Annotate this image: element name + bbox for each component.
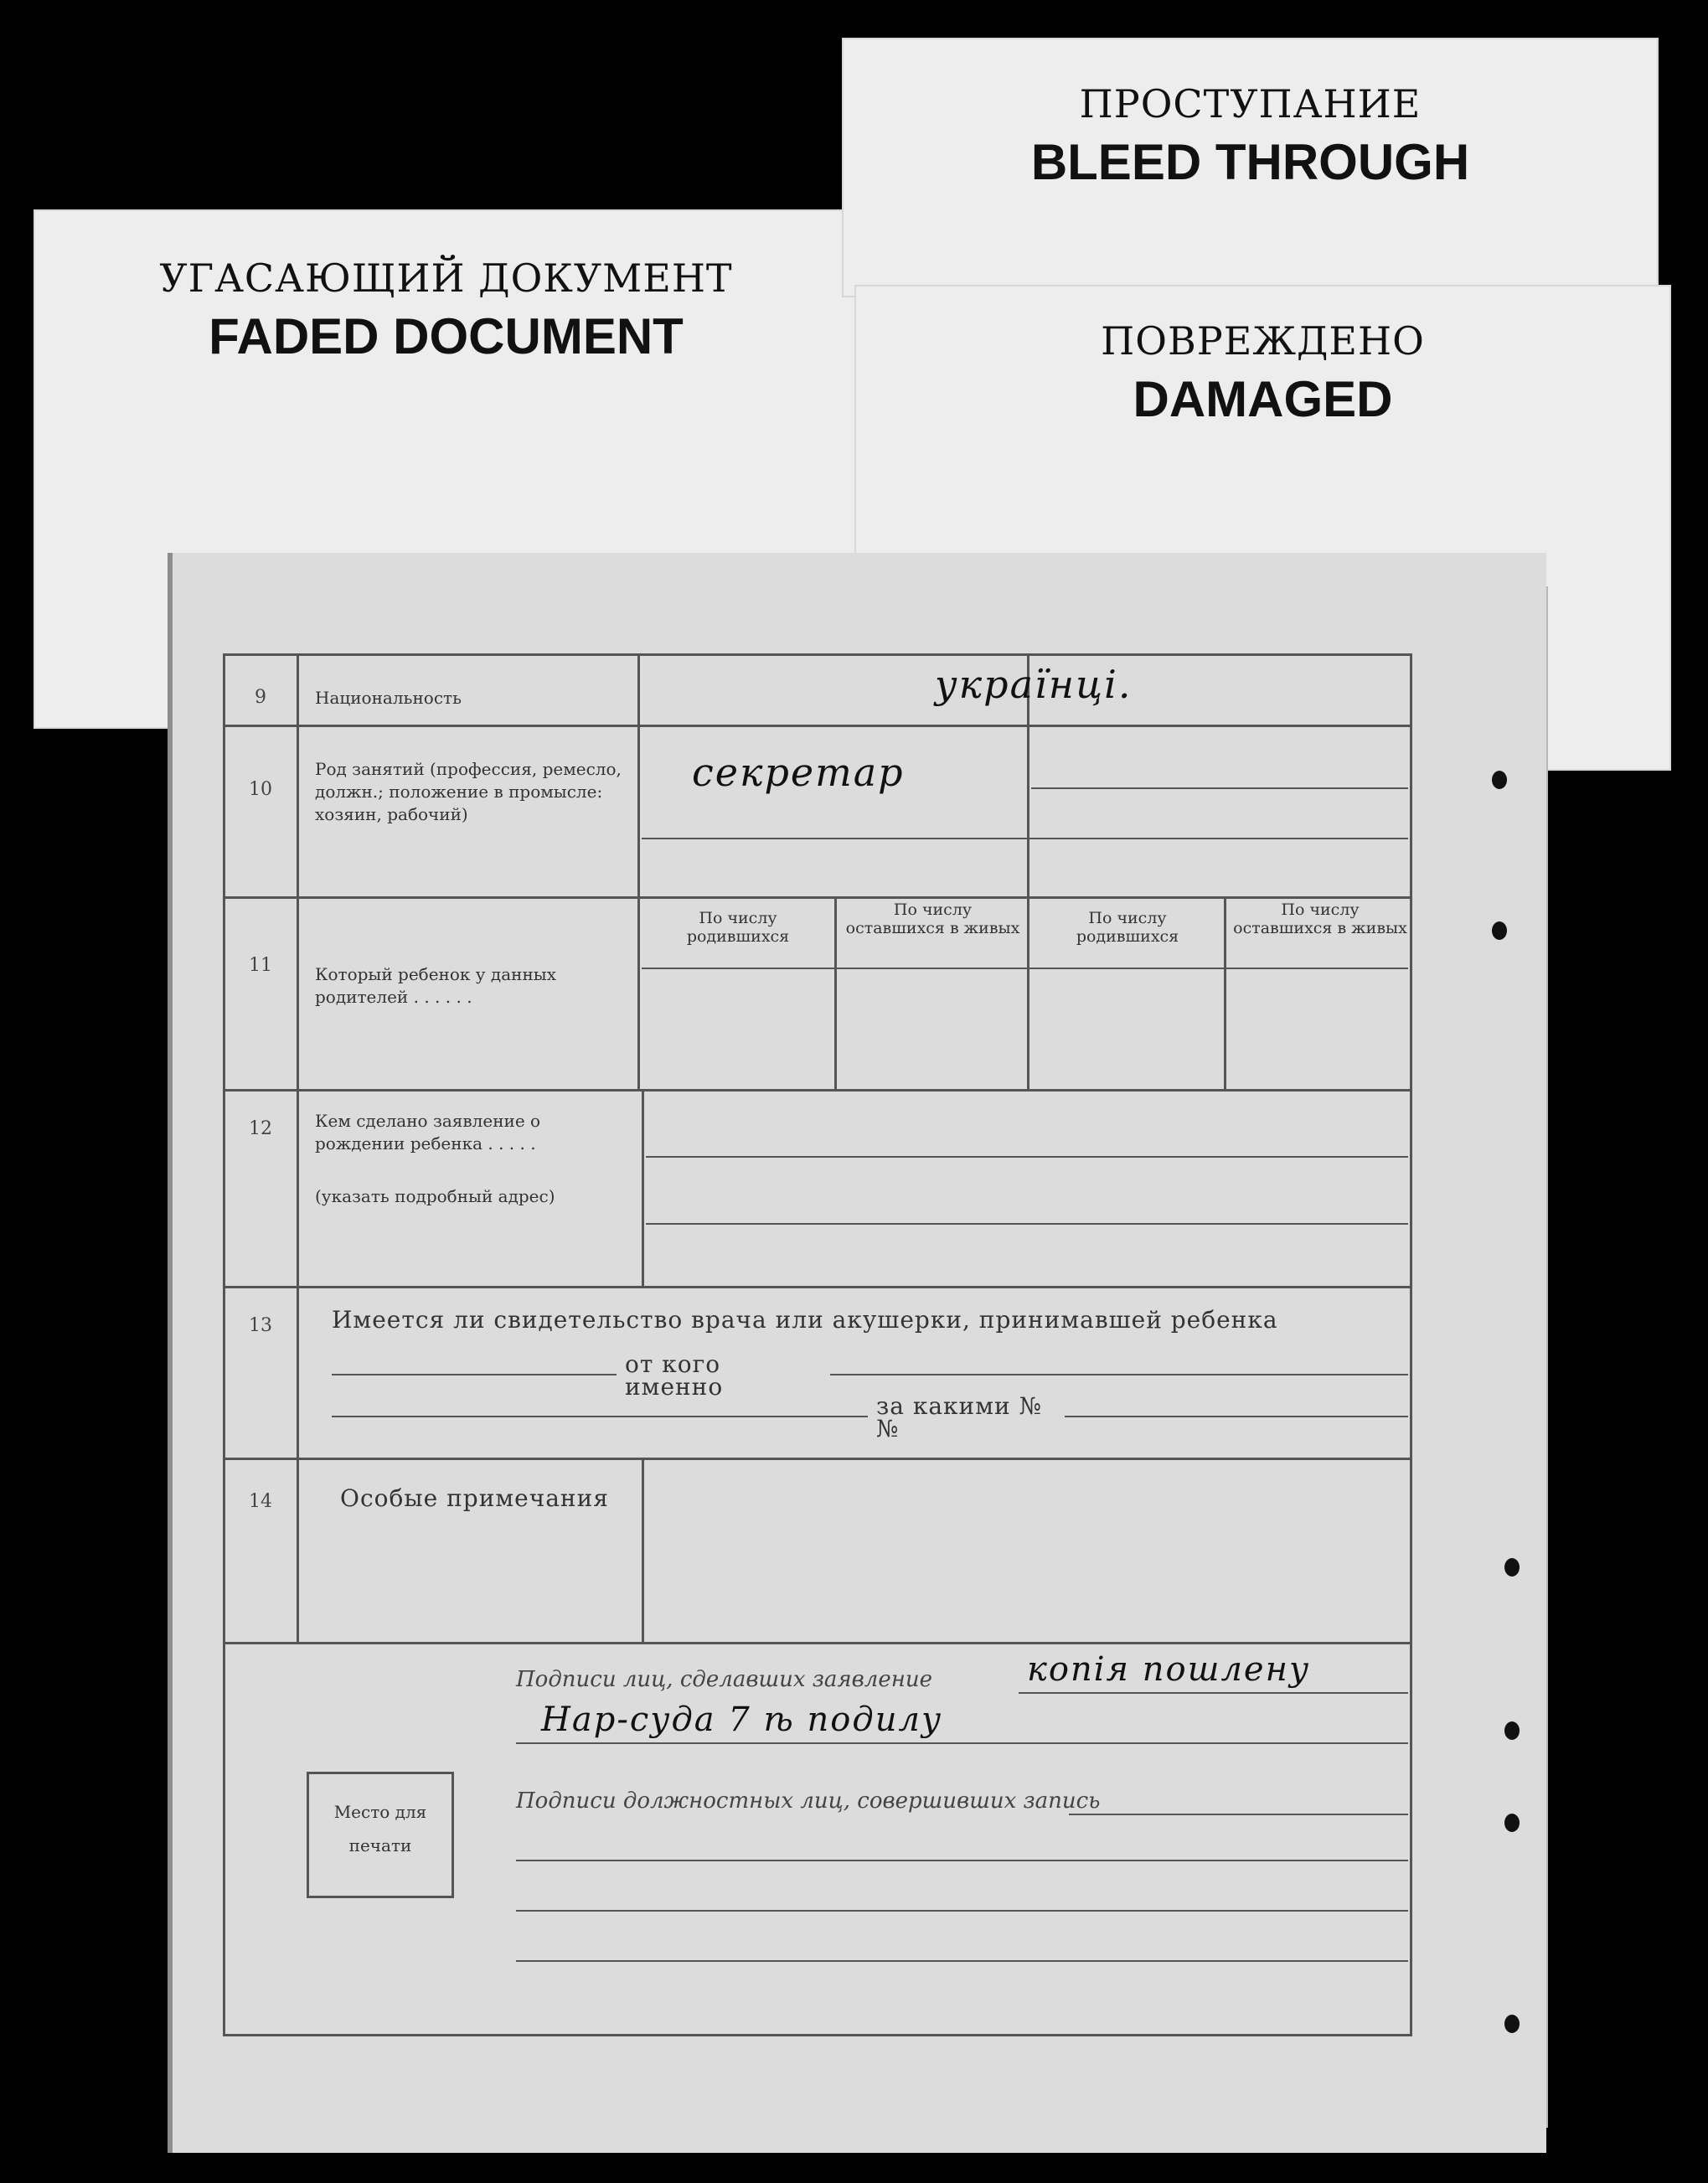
row-14-label: Особые примечания: [340, 1484, 609, 1512]
row-9-bottom-line: [223, 725, 1412, 727]
applicant-signature-line-2: [516, 1742, 1408, 1744]
form-bottom-border: [223, 2034, 1412, 2036]
bleed-through-card: [842, 38, 1659, 297]
row-13-from-whom: от кого именно: [625, 1350, 724, 1401]
row-11-col1-header: По числу родившихся: [686, 909, 790, 946]
damaged-card-english-label: DAMAGED: [1133, 371, 1393, 427]
row-13-numbers: за какими №№: [876, 1392, 1043, 1442]
row-11-col2-header: По числу оставшихся в живых: [845, 901, 1020, 937]
row-12-fill-line-1: [646, 1156, 1408, 1158]
row-13-fill-line-1: [332, 1374, 617, 1375]
row-12-address-note: (указать подробный адрес): [315, 1186, 555, 1206]
official-signature-line-4: [516, 1960, 1408, 1962]
row-11-col4-header: По числу оставшихся в живых: [1233, 901, 1407, 937]
punch-hole: [1504, 1814, 1520, 1832]
row-9-number: 9: [255, 687, 266, 708]
row-13-fill-line-3: [332, 1416, 868, 1417]
punch-hole: [1492, 921, 1507, 940]
number-column-divider: [297, 653, 299, 1642]
form-top-border: [223, 653, 1412, 656]
row-12-fill-line-2: [646, 1223, 1408, 1225]
applicant-signatures-caption: Подписи лиц, сделавших заявление: [516, 1667, 932, 1692]
official-signatures-caption: Подписи должностных лиц, совершивших запись: [516, 1788, 1101, 1814]
faded-card-russian-label: УГАСАЮЩИЙ ДОКУМЕНТ: [159, 255, 733, 301]
punch-hole: [1504, 2015, 1520, 2033]
row-12-label: Кем сделано заявление о рождении ребенка . . . . .: [315, 1111, 541, 1153]
row-12-divider: [642, 1089, 644, 1286]
row-14-bottom-line: [223, 1642, 1412, 1644]
applicant-signature-line-1: [1019, 1692, 1408, 1694]
row-12-bottom-line: [223, 1286, 1412, 1288]
bleed-card-english-label: BLEED THROUGH: [1030, 134, 1470, 190]
bleed-card-russian-label: ПРОСТУПАНИЕ: [1079, 81, 1422, 126]
row-10-number: 10: [249, 779, 272, 800]
row-11-divider-b: [1224, 896, 1226, 1089]
row-14-number: 14: [249, 1491, 272, 1512]
damaged-card-russian-label: ПОВРЕЖДЕНО: [1101, 318, 1425, 364]
official-signature-line-2: [516, 1860, 1408, 1861]
row-10-handwritten-value: секретар: [692, 750, 905, 795]
value-column-divider: [1027, 653, 1029, 1089]
row-10-bottom-line: [223, 896, 1412, 899]
official-signature-line-3: [516, 1910, 1408, 1912]
form-left-border: [223, 653, 225, 2036]
row-11-header-line: [642, 968, 1408, 969]
row-13-fill-line-2: [830, 1374, 1408, 1375]
stamp-place-box: [307, 1772, 454, 1898]
punch-hole: [1504, 1721, 1520, 1740]
row-13-number: 13: [249, 1315, 272, 1336]
row-10-fill-line-1: [1031, 787, 1408, 789]
row-13-bottom-line: [223, 1458, 1412, 1460]
row-11-divider-a: [834, 896, 837, 1089]
row-9-label: Национальность: [315, 688, 462, 708]
row-11-col3-header: По числу родившихся: [1076, 909, 1179, 946]
row-11-bottom-line: [223, 1089, 1412, 1092]
punch-hole: [1504, 1558, 1520, 1577]
applicant-signature-handwriting-1: копія пошлену: [1027, 1650, 1311, 1689]
row-13-fill-line-4: [1065, 1416, 1408, 1417]
row-11-number: 11: [249, 955, 272, 976]
row-12-number: 12: [249, 1118, 272, 1139]
punch-hole: [1492, 771, 1507, 789]
row-9-handwritten-value: українці.: [935, 662, 1133, 707]
label-column-divider: [637, 653, 640, 1089]
row-10-fill-line-2: [642, 838, 1408, 839]
applicant-signature-handwriting-2: Нар-суда 7 ѣ подилу: [541, 1700, 943, 1739]
faded-card-english-label: FADED DOCUMENT: [209, 308, 684, 364]
stamp-place-label: Место для печати: [333, 1802, 427, 1855]
row-11-label: Который ребенок у данных родителей . . . . . .: [315, 964, 556, 1007]
row-10-label: Род занятий (профессия, ремесло, должн.; положение в промысле: хозяин, рабочий): [315, 759, 622, 824]
row-13-label: Имеется ли свидетельство врача или акушерки, принимавшей ребенка: [332, 1306, 1278, 1334]
form-right-border: [1410, 653, 1412, 2036]
record-page: [168, 553, 1546, 2153]
row-14-divider: [642, 1458, 644, 1642]
official-signature-line-1: [1069, 1814, 1408, 1815]
